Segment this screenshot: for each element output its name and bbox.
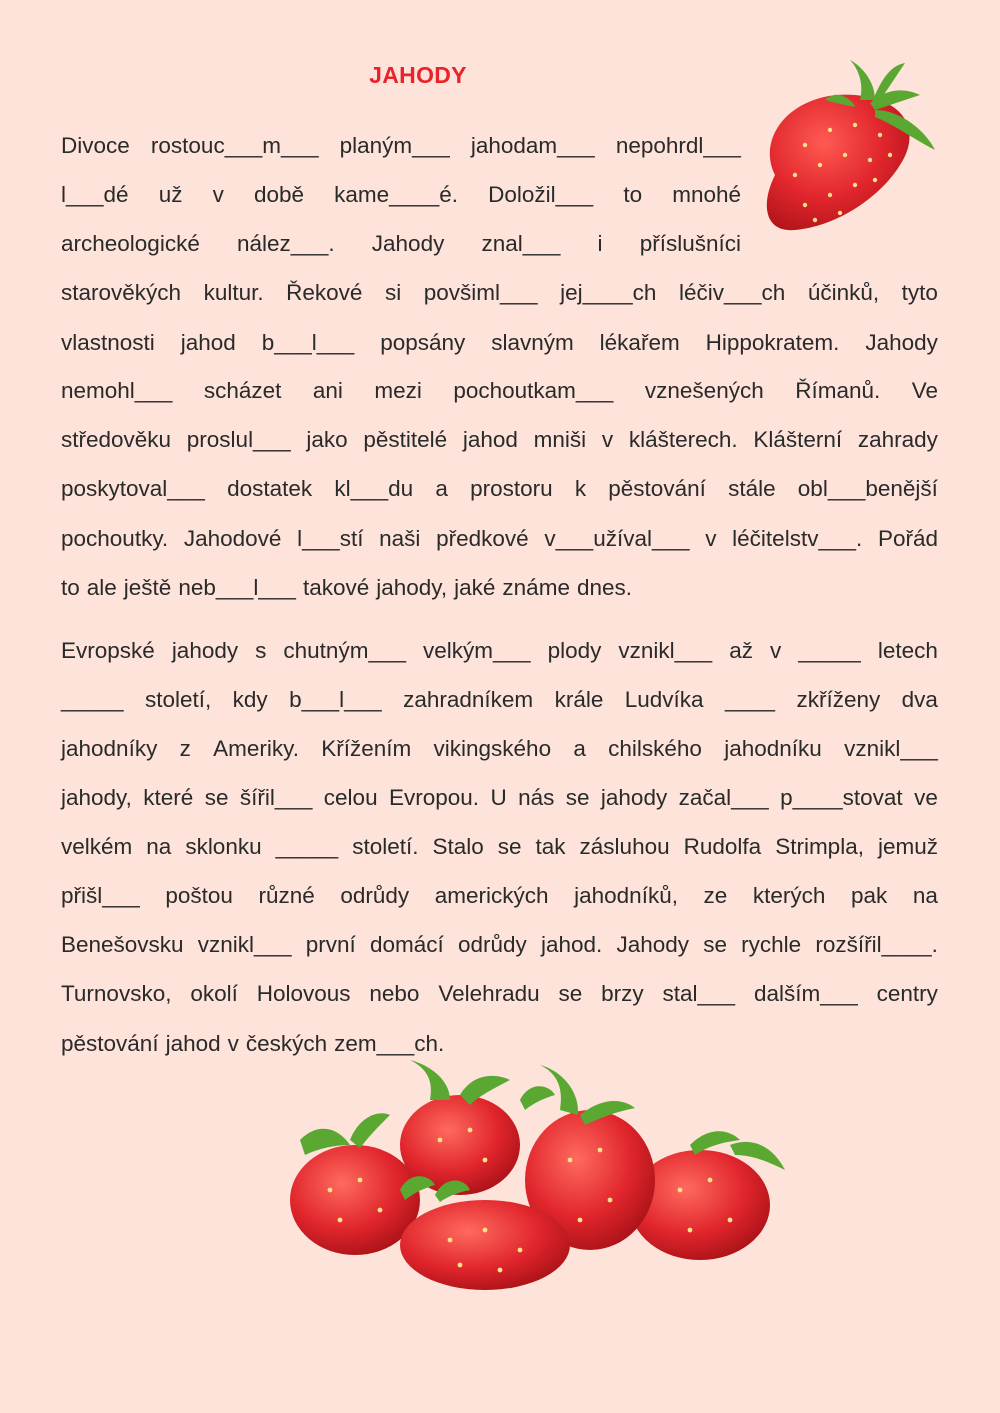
word: Jahody xyxy=(616,932,690,957)
word: centry xyxy=(876,981,938,1006)
word: jahody xyxy=(171,638,239,663)
text-line xyxy=(61,227,741,261)
word: Jahody xyxy=(371,231,445,256)
word: jahodníky xyxy=(61,736,158,761)
word: Ludvíka xyxy=(624,687,704,712)
word: Křížením xyxy=(321,736,412,761)
word: nemohl___ xyxy=(61,378,173,403)
text-line xyxy=(61,326,938,360)
word: to xyxy=(61,575,80,600)
word: kultur. xyxy=(203,280,264,305)
word: dalším___ xyxy=(753,981,858,1006)
word: Benešovsku xyxy=(61,932,184,957)
word: neb___l___ xyxy=(178,575,296,600)
word: Jahody xyxy=(865,330,938,355)
word: planým___ xyxy=(339,133,450,158)
word: popsány xyxy=(380,330,466,355)
word: vznikl___ xyxy=(618,638,713,663)
word: Jahodové xyxy=(183,526,282,551)
word: zem___ch. xyxy=(334,1031,445,1056)
word: chilského xyxy=(608,736,702,761)
word: ve xyxy=(914,785,938,810)
text-line xyxy=(61,472,938,506)
word: to xyxy=(623,182,643,207)
word: jahody, xyxy=(376,575,448,600)
word: poskytoval___ xyxy=(61,476,205,501)
word: ani xyxy=(312,378,343,403)
word: jemuž xyxy=(877,834,938,859)
word: v xyxy=(601,427,614,452)
word: kl___du xyxy=(334,476,414,501)
word: plody xyxy=(547,638,602,663)
word: takové xyxy=(302,575,370,600)
word: i xyxy=(597,231,603,256)
word: poštou xyxy=(165,883,233,908)
word: celou xyxy=(323,785,378,810)
word: rozšířil____. xyxy=(815,932,938,957)
word: v___užíval___ xyxy=(544,526,690,551)
word: znal___ xyxy=(481,231,561,256)
word: pochoutky. xyxy=(61,526,169,551)
word: si xyxy=(384,280,402,305)
word: velkém xyxy=(61,834,133,859)
word: naši xyxy=(379,526,421,551)
text-line xyxy=(61,781,938,815)
text-line xyxy=(61,178,741,212)
word: známe xyxy=(502,575,570,600)
word: okolí xyxy=(190,981,238,1006)
word: proslul___ xyxy=(186,427,291,452)
word: se xyxy=(558,981,583,1006)
word: jahodníku xyxy=(724,736,822,761)
word: jahod xyxy=(165,1031,221,1056)
word: středověku xyxy=(61,427,172,452)
word: scházet xyxy=(203,378,282,403)
word: Velehradu xyxy=(438,981,540,1006)
word: začal___ xyxy=(678,785,769,810)
word: nás xyxy=(518,785,555,810)
text-line xyxy=(61,1027,938,1061)
word: se xyxy=(497,834,522,859)
word: Rudolfa xyxy=(683,834,762,859)
word: účinků, xyxy=(807,280,880,305)
word: které xyxy=(143,785,194,810)
word: _____ xyxy=(798,638,861,663)
text-line xyxy=(61,276,938,310)
word: předkové xyxy=(436,526,529,551)
word: tak xyxy=(535,834,566,859)
word: kterých xyxy=(752,883,826,908)
word: v xyxy=(212,182,224,207)
word: lékařem xyxy=(599,330,680,355)
text-line xyxy=(61,830,938,864)
word: první xyxy=(305,932,356,957)
word: letech xyxy=(877,638,938,663)
word: zahradníkem xyxy=(403,687,534,712)
word: už xyxy=(158,182,183,207)
word: léčiv___ch xyxy=(678,280,786,305)
text-line xyxy=(61,683,938,717)
word: na xyxy=(146,834,172,859)
word: jahod xyxy=(462,427,518,452)
word: dnes. xyxy=(576,575,633,600)
word: s xyxy=(255,638,267,663)
word: U xyxy=(490,785,507,810)
word: chutným___ xyxy=(283,638,406,663)
strawberries-group-icon xyxy=(260,1060,790,1300)
word: povšiml___ xyxy=(423,280,538,305)
word: v xyxy=(227,1031,239,1056)
word: jahodníků, xyxy=(574,883,678,908)
word: ____ xyxy=(724,687,776,712)
word: nález___. xyxy=(237,231,335,256)
word: Ameriky. xyxy=(213,736,299,761)
word: obl___benější xyxy=(797,476,938,501)
word: tyto xyxy=(901,280,938,305)
word: šířil___ xyxy=(239,785,313,810)
word: různé xyxy=(258,883,315,908)
word: pěstování xyxy=(61,1031,159,1056)
word: století, xyxy=(144,687,212,712)
word: v xyxy=(769,638,782,663)
word: dva xyxy=(901,687,938,712)
word: Pořád xyxy=(877,526,938,551)
word: jahod xyxy=(180,330,236,355)
word: pak xyxy=(851,883,888,908)
word: sklonku xyxy=(185,834,262,859)
word: Klášterní xyxy=(753,427,843,452)
word: stal___ xyxy=(662,981,736,1006)
word: domácí xyxy=(369,932,444,957)
word: mnohé xyxy=(672,182,741,207)
text-line xyxy=(61,928,938,962)
text-line xyxy=(61,977,938,1011)
word: _____ xyxy=(275,834,339,859)
text-line xyxy=(61,879,938,913)
word: Hippokratem. xyxy=(705,330,840,355)
word: kame____é. xyxy=(334,182,458,207)
word: vznešených xyxy=(644,378,764,403)
word: nebo xyxy=(369,981,420,1006)
word: zkříženy xyxy=(796,687,881,712)
word: zásluhou xyxy=(579,834,670,859)
word: ale xyxy=(86,575,117,600)
word: stále xyxy=(728,476,776,501)
word: se xyxy=(703,932,727,957)
word: se xyxy=(565,785,590,810)
text-line xyxy=(61,732,938,766)
word: na xyxy=(912,883,938,908)
word: mezi xyxy=(374,378,422,403)
word: rychle xyxy=(741,932,802,957)
word: Ve xyxy=(911,378,938,403)
text-line xyxy=(61,423,938,457)
word: l___dé xyxy=(61,182,129,207)
word: rostouc___m___ xyxy=(150,133,319,158)
word: době xyxy=(253,182,305,207)
word: amerických xyxy=(434,883,549,908)
word: nepohrdl___ xyxy=(615,133,741,158)
word: příslušníci xyxy=(639,231,741,256)
word: přišl___ xyxy=(61,883,140,908)
word: p____stovat xyxy=(780,785,903,810)
word: jej____ch xyxy=(560,280,657,305)
word: archeologické xyxy=(61,231,200,256)
word: krále xyxy=(554,687,604,712)
text-line xyxy=(61,634,938,668)
word: jahodam___ xyxy=(470,133,595,158)
word: odrůdy xyxy=(457,932,527,957)
word: jako xyxy=(306,427,348,452)
word: v xyxy=(705,526,717,551)
text-line xyxy=(61,374,938,408)
word: jahody, xyxy=(61,785,132,810)
word: a xyxy=(573,736,586,761)
word: pochoutkam___ xyxy=(453,378,614,403)
word: b___l___ xyxy=(261,330,355,355)
word: k xyxy=(574,476,587,501)
word: dostatek xyxy=(227,476,313,501)
word: jahod. xyxy=(540,932,603,957)
word: slavným xyxy=(491,330,574,355)
word: Římanů. xyxy=(795,378,881,403)
text-line xyxy=(61,571,938,605)
word: pěstitelé xyxy=(363,427,448,452)
word: Holovous xyxy=(256,981,351,1006)
word: prostoru xyxy=(470,476,553,501)
word: až xyxy=(729,638,753,663)
text-line xyxy=(61,129,741,163)
word: se xyxy=(204,785,229,810)
page-title: JAHODY xyxy=(369,62,467,88)
word: Doložil___ xyxy=(488,182,594,207)
word: Turnovsko, xyxy=(61,981,172,1006)
word: léčitelstv___. xyxy=(732,526,863,551)
strawberry-icon xyxy=(735,55,945,240)
word: Divoce xyxy=(61,133,130,158)
text-line xyxy=(61,522,938,556)
word: a xyxy=(435,476,448,501)
word: Evropou. xyxy=(388,785,480,810)
word: pěstování xyxy=(608,476,706,501)
word: odrůdy xyxy=(340,883,410,908)
word: kdy xyxy=(232,687,268,712)
word: mniši xyxy=(533,427,587,452)
word: zahrady xyxy=(857,427,938,452)
word: vlastnosti xyxy=(61,330,155,355)
word: vznikl___ xyxy=(197,932,292,957)
word: Řekové xyxy=(286,280,363,305)
word: brzy xyxy=(601,981,644,1006)
word: _____ xyxy=(61,687,124,712)
word: b___l___ xyxy=(289,687,382,712)
word: vikingského xyxy=(433,736,552,761)
word: jahody xyxy=(600,785,668,810)
word: Stalo xyxy=(432,834,484,859)
word: Strimpla, xyxy=(775,834,864,859)
word: vznikl___ xyxy=(844,736,938,761)
word: starověkých xyxy=(61,280,182,305)
word: Evropské xyxy=(61,638,155,663)
word: českých xyxy=(245,1031,328,1056)
word: l___stí xyxy=(297,526,364,551)
word: jaké xyxy=(454,575,496,600)
word: ze xyxy=(703,883,728,908)
word: století. xyxy=(352,834,419,859)
word: velkým___ xyxy=(423,638,531,663)
word: z xyxy=(179,736,191,761)
word: ještě xyxy=(123,575,172,600)
word: klášterech. xyxy=(628,427,738,452)
